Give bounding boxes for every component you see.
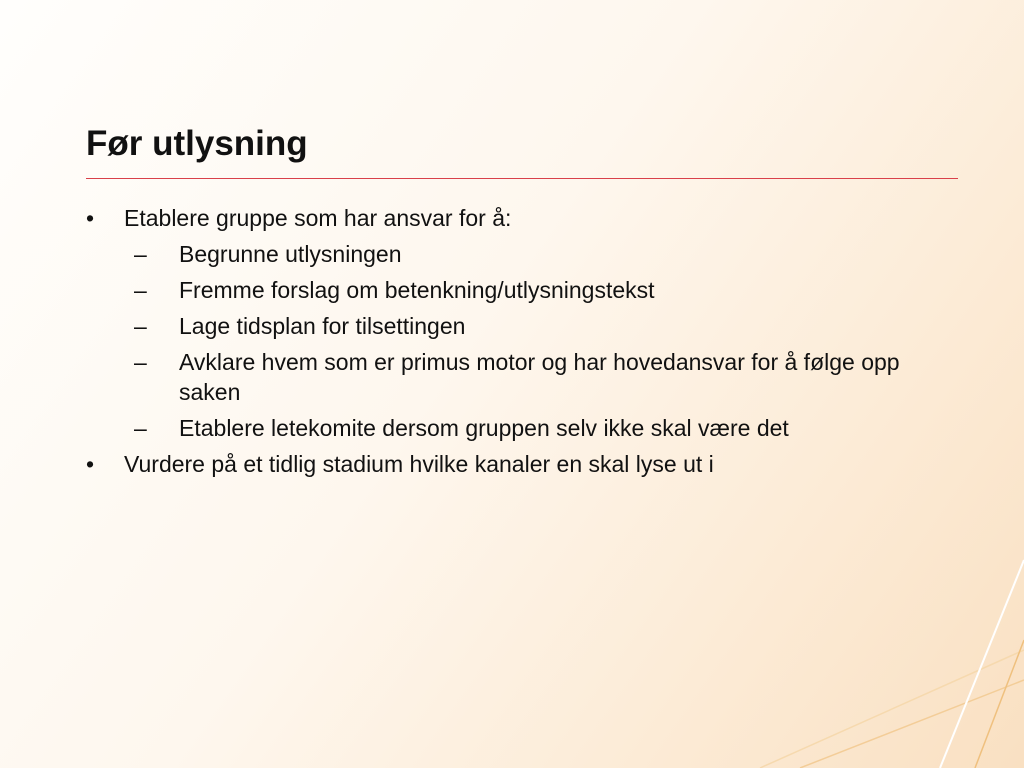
bullet-text: Etablere gruppe som har ansvar for å: xyxy=(124,205,512,231)
bullet-marker: • xyxy=(86,205,95,231)
accent-line-2 xyxy=(800,680,1024,768)
sub-bullet-item-2 xyxy=(134,275,946,305)
bullet-marker: • xyxy=(86,451,95,477)
sub-bullet-text: Fremme forslag om betenkning/utlysningstekst xyxy=(179,277,655,303)
bullet-list xyxy=(86,203,946,485)
sub-bullet-text: Etablere letekomite dersom gruppen selv ikke skal være det xyxy=(179,415,789,441)
sub-bullet-item-1 xyxy=(134,239,946,269)
bullet-text: Vurdere på et tidlig stadium hvilke kanaler en skal lyse ut i xyxy=(124,451,714,477)
bullet-item-1 xyxy=(86,203,946,443)
sub-bullet-marker: – xyxy=(134,277,147,303)
sub-bullet-text: Lage tidsplan for tilsettingen xyxy=(179,313,466,339)
accent-line-4 xyxy=(975,640,1024,768)
accent-line-1 xyxy=(760,650,1024,768)
sub-bullet-marker: – xyxy=(134,241,147,267)
sub-bullet-marker: – xyxy=(134,415,147,441)
title-divider xyxy=(86,178,958,179)
sub-bullet-marker: – xyxy=(134,349,147,375)
bullet-item-2 xyxy=(86,449,946,479)
sub-bullet-text: Avklare hvem som er primus motor og har hovedansvar for å følge opp saken xyxy=(179,349,900,405)
sub-bullet-text: Begrunne utlysningen xyxy=(179,241,402,267)
accent-line-3 xyxy=(940,560,1024,768)
sub-bullet-item-3 xyxy=(134,311,946,341)
sub-bullet-list xyxy=(124,239,946,443)
slide-title: Før utlysning xyxy=(86,124,308,163)
sub-bullet-item-4 xyxy=(134,347,946,407)
sub-bullet-marker: – xyxy=(134,313,147,339)
sub-bullet-item-5 xyxy=(134,413,946,443)
